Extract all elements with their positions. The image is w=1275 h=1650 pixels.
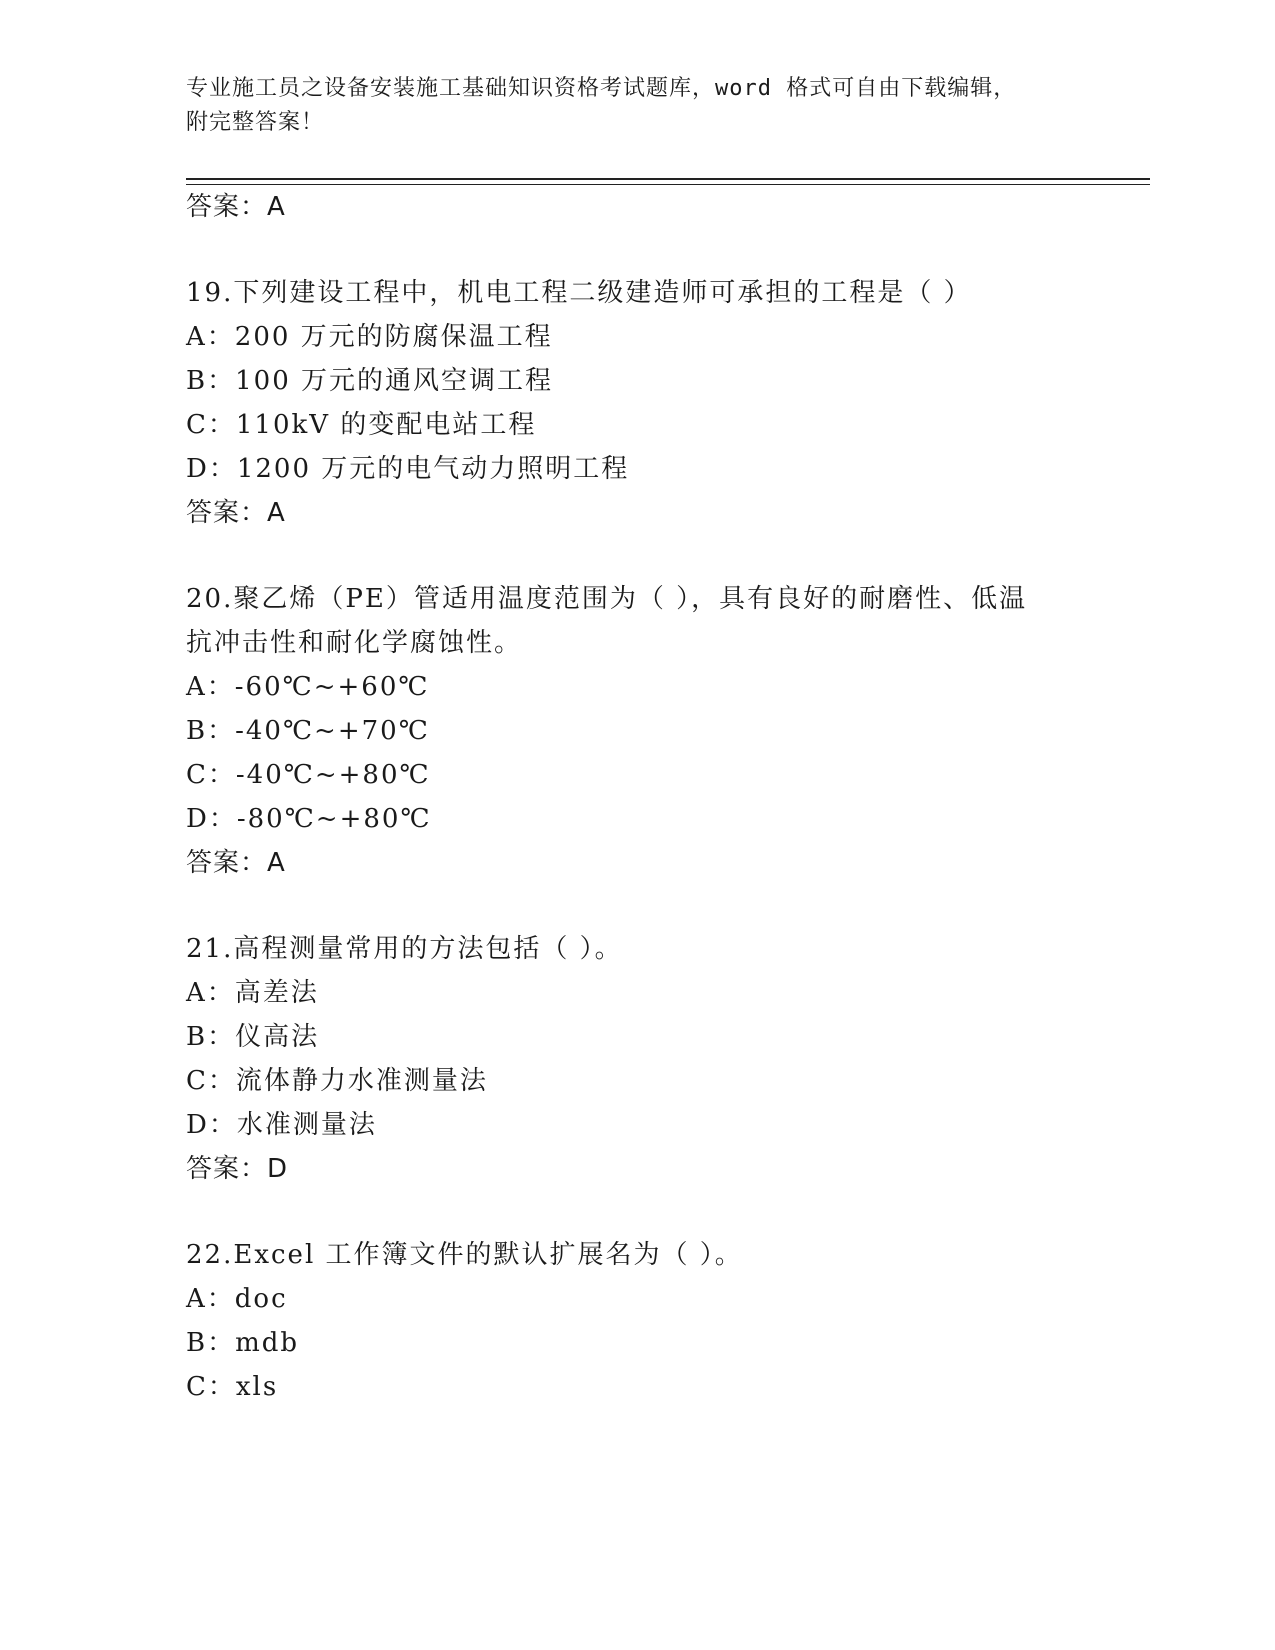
answer-q18: 答案：A <box>186 192 286 222</box>
q22-option-a: A：doc <box>186 1284 288 1314</box>
q19-option-b: B：100 万元的通风空调工程 <box>186 366 553 396</box>
header-divider-thick <box>186 178 1150 180</box>
q20-option-a: A：-60℃~+60℃ <box>186 672 430 702</box>
q21-option-d: D：水准测量法 <box>186 1110 377 1140</box>
q19-option-a: A：200 万元的防腐保温工程 <box>186 322 553 352</box>
q21-option-b: B：仪高法 <box>186 1022 320 1052</box>
q20-option-c: C：-40℃~+80℃ <box>186 760 431 790</box>
q21-option-c: C：流体静力水准测量法 <box>186 1066 488 1096</box>
q21-option-a: A：高差法 <box>186 978 319 1008</box>
question-19: 19.下列建设工程中，机电工程二级建造师可承担的工程是（ ） <box>186 278 972 308</box>
answer-q19: 答案：A <box>186 498 286 528</box>
q20-option-b: B：-40℃~+70℃ <box>186 716 430 746</box>
q22-option-b: B：mdb <box>186 1328 300 1358</box>
question-20-line-1: 20.聚乙烯（PE）管适用温度范围为（ ），具有良好的耐磨性、低温 <box>186 584 1028 614</box>
question-22: 22.Excel 工作簿文件的默认扩展名为（ ）。 <box>186 1240 743 1270</box>
question-21: 21.高程测量常用的方法包括（ ）。 <box>186 934 623 964</box>
header-divider-thin <box>186 184 1150 185</box>
document-header <box>186 72 1086 140</box>
answer-q20: 答案：A <box>186 848 286 878</box>
q19-option-d: D：1200 万元的电气动力照明工程 <box>186 454 630 484</box>
answer-q21: 答案：D <box>186 1154 289 1184</box>
question-20-line-2: 抗冲击性和耐化学腐蚀性。 <box>186 628 523 658</box>
q22-option-c: C：xls <box>186 1372 279 1402</box>
q20-option-d: D：-80℃~+80℃ <box>186 804 432 834</box>
q19-option-c: C：110kV 的变配电站工程 <box>186 410 537 440</box>
header-line-2: 附完整答案！ <box>186 110 325 135</box>
header-line-1: 专业施工员之设备安装施工基础知识资格考试题库，word 格式可自由下载编辑， <box>186 76 1017 101</box>
